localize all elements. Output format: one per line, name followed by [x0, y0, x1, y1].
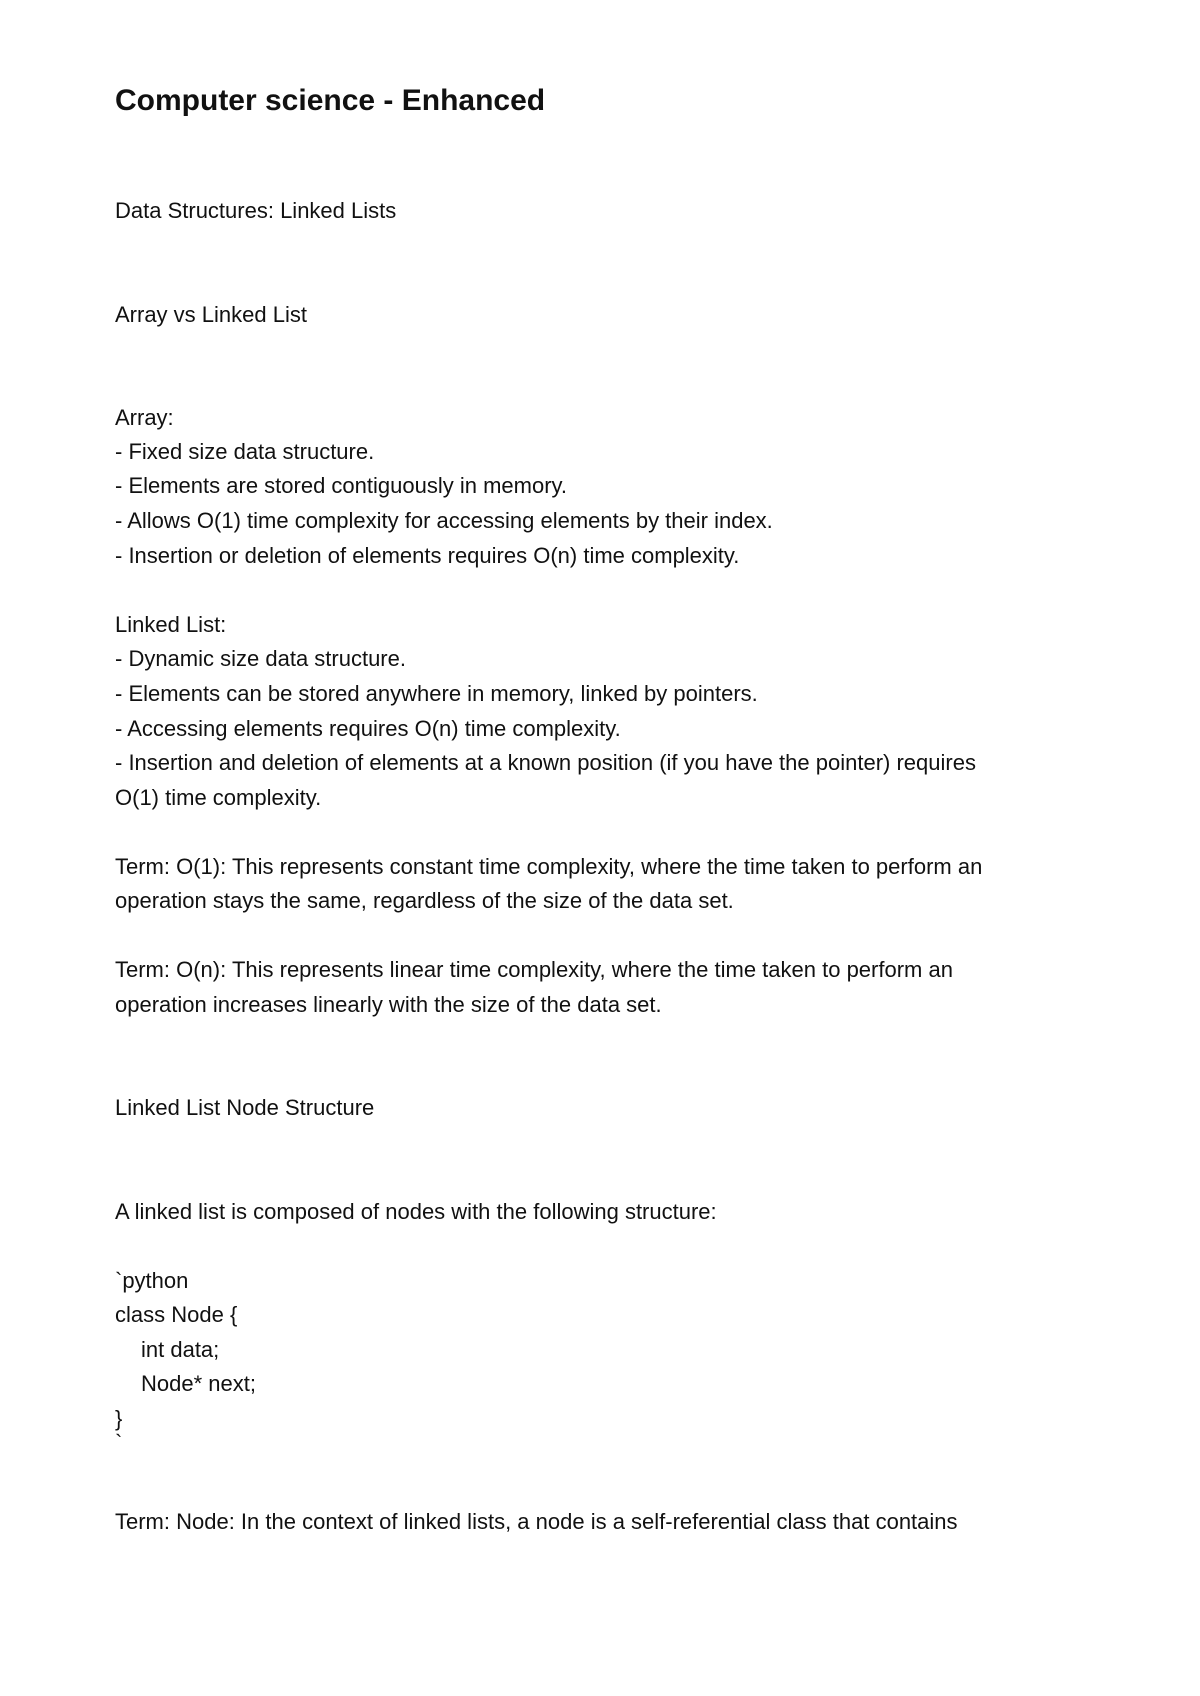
- subsection-heading-array-vs-linked-list: Array vs Linked List: [115, 302, 307, 327]
- term-on-definition: Term: O(n): This represents linear time complexity, where the time taken to perform an: [115, 957, 953, 982]
- array-point: - Insertion or deletion of elements requires O(n) time complexity.: [115, 543, 740, 568]
- linked-list-label: Linked List:: [115, 612, 227, 637]
- code-fence-open: `python: [115, 1268, 189, 1293]
- linked-list-point: - Insertion and deletion of elements at a known position (if you have the pointer) requires: [115, 750, 976, 775]
- array-point: - Fixed size data structure.: [115, 439, 375, 464]
- node-intro-text: A linked list is composed of nodes with the following structure:: [115, 1199, 717, 1224]
- subsection-heading-node-structure: Linked List Node Structure: [115, 1095, 375, 1120]
- array-point: - Allows O(1) time complexity for accessing elements by their index.: [115, 508, 773, 533]
- section-heading: Data Structures: Linked Lists: [115, 198, 397, 223]
- code-line: int data;: [141, 1337, 220, 1362]
- code-line: Node* next;: [141, 1371, 256, 1396]
- linked-list-point: - Accessing elements requires O(n) time complexity.: [115, 716, 621, 741]
- linked-list-point: - Dynamic size data structure.: [115, 646, 406, 671]
- code-line: }: [115, 1406, 123, 1431]
- linked-list-point: - Elements can be stored anywhere in memory, linked by pointers.: [115, 681, 758, 706]
- code-line: class Node {: [115, 1302, 238, 1327]
- document-title: Computer science - Enhanced: [115, 84, 546, 117]
- term-on-definition-continued: operation increases linearly with the size of the data set.: [115, 992, 662, 1017]
- code-fence-close: `: [115, 1430, 123, 1455]
- term-node-definition: Term: Node: In the context of linked lists, a node is a self-referential class that contains: [115, 1509, 958, 1534]
- array-label: Array:: [115, 405, 174, 430]
- term-o1-definition-continued: operation stays the same, regardless of the size of the data set.: [115, 888, 734, 913]
- linked-list-point-continued: O(1) time complexity.: [115, 785, 322, 810]
- array-point: - Elements are stored contiguously in memory.: [115, 473, 567, 498]
- term-o1-definition: Term: O(1): This represents constant time complexity, where the time taken to perform an: [115, 854, 983, 879]
